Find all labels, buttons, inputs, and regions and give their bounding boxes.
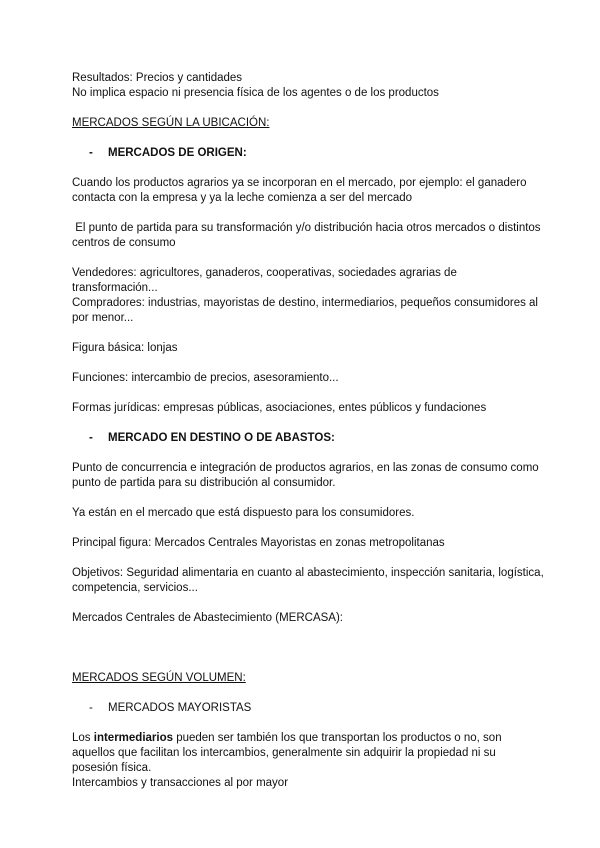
origen-p3-line-3: Compradores: industrias, mayoristas de destino, intermediarios, pequeños consumidores al (72, 297, 538, 309)
bullet-title: MERCADOS MAYORISTAS (108, 702, 252, 714)
destino-p3: Principal figura: Mercados Centrales Mayoristas en zonas metropolitanas (72, 537, 445, 549)
origen-p2-line-1: El punto de partida para su transformación y/o distribución hacia otros mercados o distintos (72, 222, 541, 234)
mayoristas-p1-line-2: aquellos que facilitan los intercambios, generalmente sin adquirir la propiedad ni su (72, 747, 496, 759)
bullet-title: MERCADO EN DESTINO O DE ABASTOS: (108, 432, 335, 444)
destino-p4-line-2: competencia, servicios... (72, 582, 198, 594)
intro-line-2: No implica espacio ni presencia física de los agentes o de los productos (72, 87, 439, 99)
origen-p3-line-1: Vendedores: agricultores, ganaderos, cooperativas, sociedades agrarias de (72, 267, 457, 279)
origen-p2-line-2: centros de consumo (72, 237, 176, 249)
destino-p1-line-1: Punto de concurrencia e integración de productos agrarios, en las zonas de consumo como (72, 462, 539, 474)
mayoristas-p1-line-1 (72, 731, 542, 746)
document-page (72, 71, 542, 791)
mayoristas-p1-line-3: posesión física. (72, 762, 152, 774)
heading-volumen: MERCADOS SEGÚN VOLUMEN: (72, 672, 246, 684)
heading-ubicacion: MERCADOS SEGÚN LA UBICACIÓN: (72, 117, 270, 129)
origen-p4: Figura básica: lonjas (72, 342, 178, 354)
text-pre: Los (72, 732, 94, 744)
destino-p4-line-1: Objetivos: Seguridad alimentaria en cuanto al abastecimiento, inspección sanitaria, logística, (72, 567, 544, 579)
bullet-title: MERCADOS DE ORIGEN: (108, 147, 247, 159)
text-intermediarios: intermediarios (93, 732, 173, 744)
mayoristas-p1-line-4: Intercambios y transacciones al por mayor (72, 777, 289, 789)
bullet-mercados-mayoristas (72, 701, 542, 716)
origen-p3-line-4: por menor... (72, 312, 134, 324)
origen-p5: Funciones: intercambio de precios, asesoramiento... (72, 372, 339, 384)
intro-line-1: Resultados: Precios y cantidades (72, 72, 243, 84)
destino-p5: Mercados Centrales de Abastecimiento (MERCASA): (72, 612, 343, 624)
origen-p1-line-2: contacta con la empresa y ya la leche comienza a ser del mercado (72, 192, 413, 204)
bullet-dash: - (89, 702, 93, 714)
bullet-dash: - (89, 147, 93, 159)
bullet-mercado-destino (72, 431, 542, 446)
bullet-dash: - (89, 432, 93, 444)
origen-p3-line-2: transformación... (72, 282, 158, 294)
destino-p1-line-2: punto de partida para su distribución al consumidor. (72, 477, 336, 489)
origen-p1-line-1: Cuando los productos agrarios ya se incorporan en el mercado, por ejemplo: el ganadero (72, 177, 527, 189)
origen-p6: Formas jurídicas: empresas públicas, asociaciones, entes públicos y fundaciones (72, 402, 487, 414)
bullet-mercados-origen (72, 146, 542, 161)
text-post: pueden ser también los que transportan los productos o no, son (173, 732, 502, 744)
destino-p2: Ya están en el mercado que está dispuesto para los consumidores. (72, 507, 415, 519)
